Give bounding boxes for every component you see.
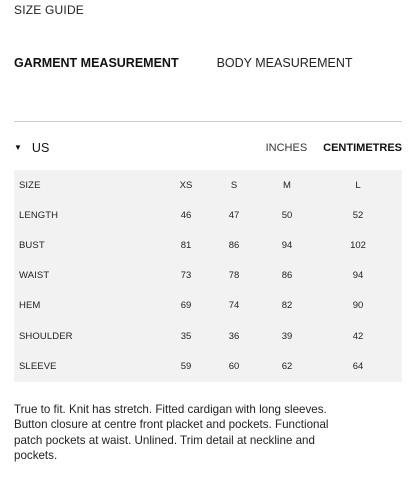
table-row	[14, 351, 402, 381]
table-cell: 102	[350, 239, 366, 251]
unit-inches-button[interactable]: INCHES	[265, 142, 308, 154]
unit-centimetres-button[interactable]: CENTIMETRES	[323, 142, 402, 154]
table-row	[14, 200, 402, 230]
table-cell: 60	[228, 360, 240, 372]
region-selected-label: US	[31, 141, 50, 155]
table-row	[14, 321, 402, 351]
section-divider	[14, 121, 402, 122]
table-cell: 90	[352, 300, 364, 312]
table-cell: 64	[352, 360, 364, 372]
table-cell: 35	[180, 330, 192, 342]
table-row-label: WAIST	[19, 270, 50, 282]
table-cell: 82	[281, 300, 293, 312]
table-cell: 69	[180, 300, 192, 312]
table-cell: 62	[281, 360, 293, 372]
table-row-label: SHOULDER	[19, 330, 73, 342]
table-cell: 50	[281, 209, 293, 221]
table-row	[14, 230, 402, 260]
table-cell: 86	[228, 239, 240, 251]
table-cell: 81	[180, 239, 192, 251]
table-row	[14, 291, 402, 321]
table-cell: 74	[228, 300, 240, 312]
table-cell: 36	[228, 330, 240, 342]
table-cell: 73	[180, 270, 192, 282]
region-row	[14, 138, 402, 158]
table-cell: 47	[228, 209, 240, 221]
region-dropdown[interactable]	[14, 141, 49, 155]
size-table	[14, 170, 402, 382]
product-description: True to fit. Knit has stretch. Fitted cardigan with long sleeves. Button closure at centre front placket and pockets. Functional patch pockets at waist. Unlined. Trim detail at neckline and pockets.	[14, 403, 329, 463]
table-row-label: BUST	[19, 239, 45, 251]
unit-toggle	[266, 142, 402, 154]
page-title: SIZE GUIDE	[14, 3, 85, 17]
table-header-row	[14, 170, 402, 200]
tab-body-measurement[interactable]: BODY MEASUREMENT	[216, 56, 353, 70]
caret-down-icon: ▼	[14, 143, 22, 152]
table-header-cell: S	[230, 179, 238, 191]
table-cell: 42	[352, 330, 364, 342]
table-cell: 94	[352, 270, 364, 282]
table-header-cell: L	[355, 179, 361, 191]
table-row	[14, 261, 402, 291]
table-header-cell: XS	[179, 179, 193, 191]
table-cell: 52	[352, 209, 364, 221]
table-cell: 39	[281, 330, 293, 342]
table-header-cell: M	[283, 179, 291, 191]
table-header-cell: SIZE	[19, 179, 41, 191]
table-cell: 46	[180, 209, 192, 221]
table-cell: 94	[281, 239, 293, 251]
table-row-label: LENGTH	[19, 209, 59, 221]
tab-garment-measurement[interactable]: GARMENT MEASUREMENT	[14, 56, 179, 70]
table-cell: 59	[180, 360, 192, 372]
table-cell: 78	[228, 270, 240, 282]
table-row-label: HEM	[19, 300, 41, 312]
measurement-tabs	[14, 56, 353, 70]
table-cell: 86	[281, 270, 293, 282]
table-row-label: SLEEVE	[19, 360, 57, 372]
